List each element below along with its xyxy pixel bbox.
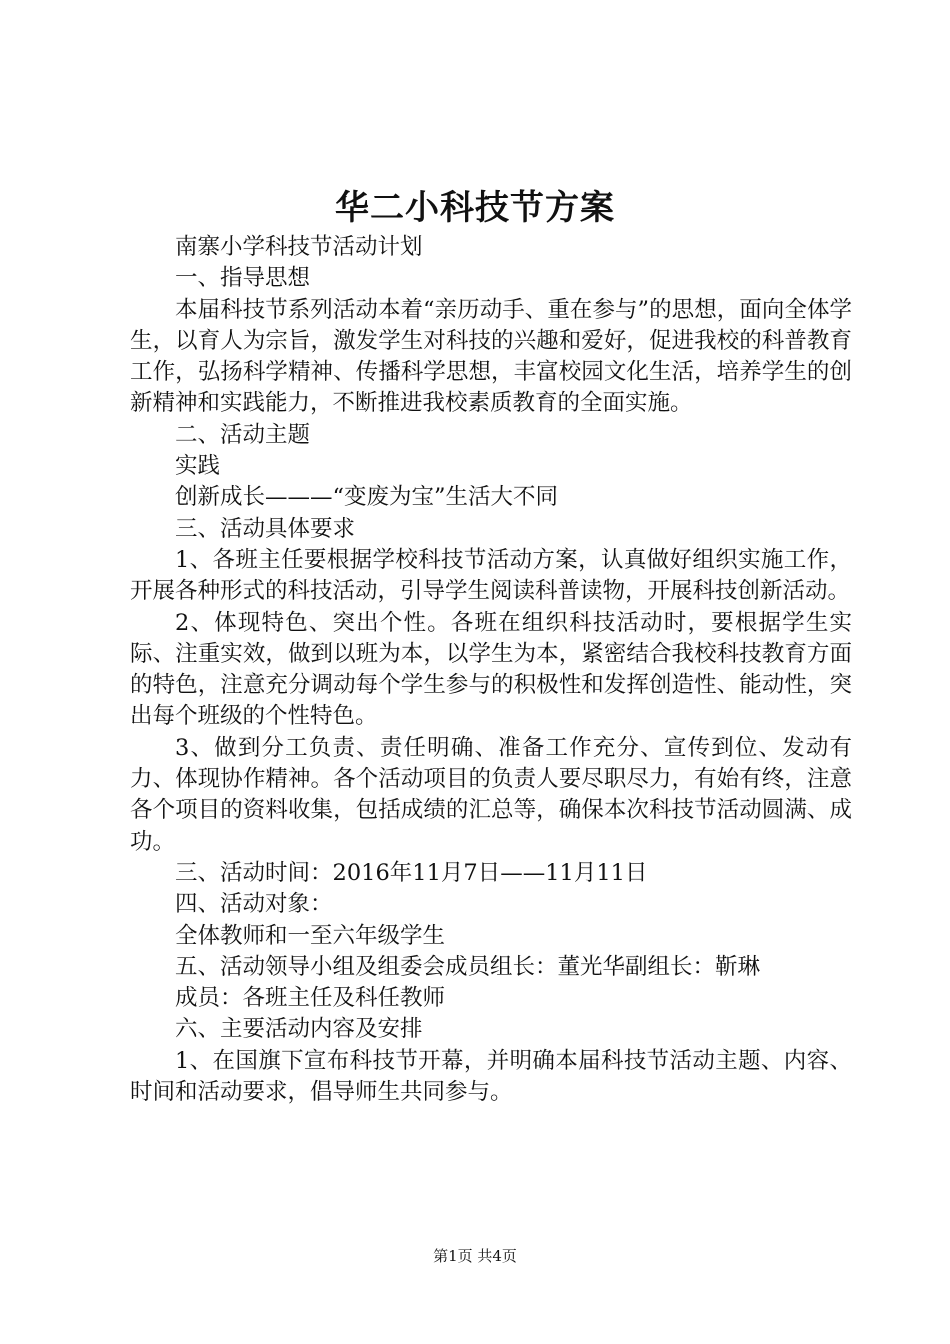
paragraph-guiding-thought: 本届科技节系列活动本着“亲历动手、重在参与”的思想，面向全体学生，以育人为宗旨，激发学生对科技的兴趣和爱好，促进我校的科普教育工作，弘扬科学精神、传播科学思想，丰富校园文化生活，培养学生的创新精神和实践能力，不断推进我校素质教育的全面实施。 [130, 296, 852, 417]
paragraph-members: 成员：各班主任及科任教师 [175, 985, 446, 1012]
paragraph-theme-practice: 实践 [175, 453, 221, 480]
paragraph-requirement-1: 1、各班主任要根据学校科技节活动方案，认真做好组织实施工作，开展各种形式的科技活动，引导学生阅读科普读物，开展科技创新活动。 [130, 546, 852, 605]
paragraph-activity-target: 全体教师和一至六年级学生 [175, 922, 446, 949]
paragraph-activity-1: 1、在国旗下宣布科技节开幕，并明确本届科技节活动主题、内容、时间和活动要求，倡导师生共同参与。 [130, 1047, 852, 1106]
paragraph-theme-innovation: 创新成长———“变废为宝”生活大不同 [175, 484, 559, 511]
paragraph-leadership-group: 五、活动领导小组及组委会成员组长：董光华副组长：靳琳 [175, 953, 761, 980]
heading-activity-theme: 二、活动主题 [175, 421, 311, 448]
heading-guiding-thought: 一、指导思想 [175, 265, 311, 292]
paragraph-activity-time: 三、活动时间：2016年11月7日——11月11日 [175, 859, 648, 886]
heading-activity-target: 四、活动对象： [175, 891, 333, 918]
page-footer: 第1页 共4页 [433, 1247, 517, 1265]
paragraph-requirement-3: 3、做到分工负责、责任明确、准备工作充分、宣传到位、发动有力、体现协作精神。各个活动项目的负责人要尽职尽力，有始有终，注意各个项目的资料收集，包括成绩的汇总等，确保本次科技节活动圆满、成功。 [130, 734, 852, 855]
heading-requirements: 三、活动具体要求 [175, 515, 356, 542]
paragraph-plan-name: 南寨小学科技节活动计划 [175, 234, 423, 260]
paragraph-requirement-2: 2、体现特色、突出个性。各班在组织科技活动时，要根据学生实际、注重实效，做到以班为本，以学生为本，紧密结合我校科技教育方面的特色，注意充分调动每个学生参与的积极性和发挥创造性、能动性，突出每个班级的个性特色。 [130, 609, 852, 730]
heading-main-activities: 六、主要活动内容及安排 [175, 1016, 423, 1043]
document-title: 华二小科技节方案 [335, 188, 615, 228]
document-body [130, 232, 852, 1108]
